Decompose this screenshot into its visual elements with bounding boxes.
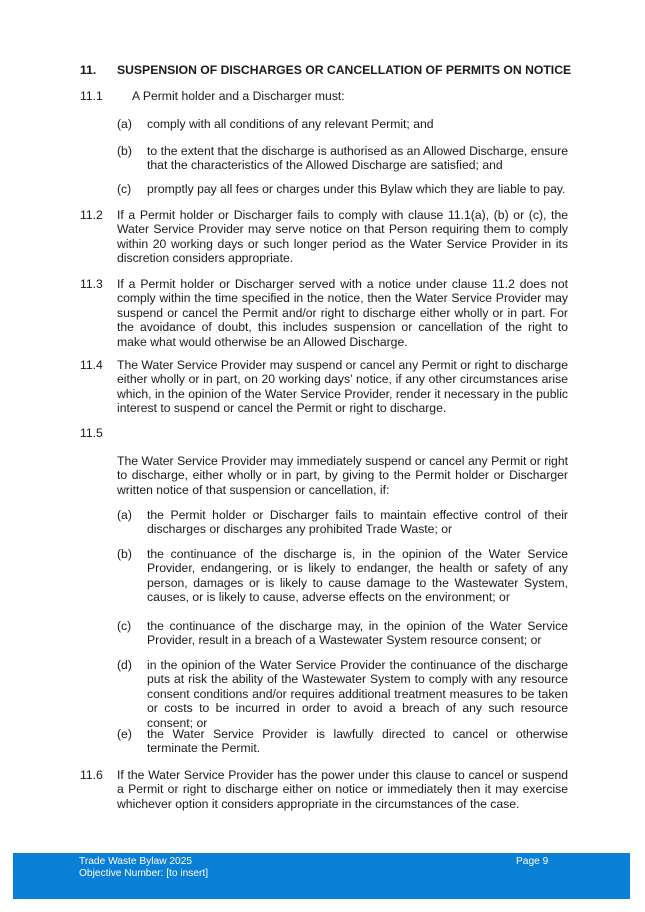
item-label: (b) [117, 144, 132, 158]
clause-11-3 [80, 277, 568, 349]
clause-number: 11.3 [80, 277, 103, 291]
item-label: (c) [117, 619, 132, 633]
clause-11-4 [80, 358, 568, 416]
item-text: in the opinion of the Water Service Provider the continuance of the discharge puts at risk the ability of the Wastewater System to comply with any resource consent conditions and/or requires additional treatment measures to be taken or costs to be incurred in order to avoid a breach of any such resource consent; or [147, 658, 568, 730]
clause-number: 11.5 [80, 426, 103, 440]
item-label: (c) [117, 182, 132, 196]
clause-11-1 [80, 89, 568, 103]
item-label: (e) [117, 727, 132, 741]
clause-11-5-text: The Water Service Provider may immediately suspend or cancel any Permit or right to discharge, either wholly or in part, by giving to the Permit holder or Discharger written notice of that suspension or cancellation, if: [117, 454, 568, 497]
clause-text: The Water Service Provider may suspend or cancel any Permit or right to discharge either wholly or in part, on 20 working days’ notice, if any other circumstances arise which, in the opinion of the Water Service Provider, render it necessary in the public interest to suspend or cancel the Permit or right to discharge. [117, 358, 568, 416]
clause-text: If a Permit holder or Discharger served with a notice under clause 11.2 does not comply within the time specified in the notice, then the Water Service Provider may suspend or cancel the Permit and/or right to discharge either wholly or in part. For the avoidance of doubt, this includes suspension or cancellation of the right to make what would otherwise be an Allowed Discharge. [117, 277, 568, 349]
footer-doc-title: Trade Waste Bylaw 2025 [79, 856, 193, 867]
section-heading [80, 63, 580, 77]
item-label: (b) [117, 547, 132, 561]
clause-number: 11.1 [80, 89, 103, 103]
clause-11-2 [80, 208, 568, 266]
footer-page-number: Page 9 [516, 856, 549, 867]
clause-11-1-item-c [117, 182, 568, 196]
item-text: the Water Service Provider is lawfully directed to cancel or otherwise terminate the Permit. [147, 727, 568, 756]
clause-11-5-item-b [117, 547, 568, 605]
item-text: the continuance of the discharge is, in the opinion of the Water Service Provider, endangering, or is likely to endanger, the health or safety of any person, damages or is likely to cause damage to the Wastewater System, causes, or is likely to cause, adverse effects on the environment; or [147, 547, 568, 605]
clause-11-1-item-b [117, 144, 568, 173]
clause-text: A Permit holder and a Discharger must: [132, 89, 345, 103]
item-label: (a) [117, 117, 132, 131]
section-title: SUSPENSION OF DISCHARGES OR CANCELLATION OF PERMITS ON NOTICE [117, 63, 572, 77]
clause-11-6 [80, 768, 568, 811]
clause-text: If a Permit holder or Discharger fails to comply with clause 11.1(a), (b) or (c), the Water Service Provider may serve notice on that Person requiring them to comply within 20 working days or such longer period as the Water Service Provider in its discretion considers appropriate. [117, 208, 568, 266]
clause-11-5-item-d [117, 658, 568, 730]
clause-number: 11.6 [80, 768, 103, 782]
clause-11-5-item-a [117, 508, 568, 537]
clause-11-5-item-c [117, 619, 568, 648]
section-number: 11. [80, 63, 97, 77]
item-label: (d) [117, 658, 132, 672]
clause-11-5-item-e [117, 727, 568, 756]
clause-number: 11.2 [80, 208, 103, 222]
clause-text: If the Water Service Provider has the power under this clause to cancel or suspend a Permit or right to discharge either on notice or immediately then it may exercise whichever option it considers appropriate in the circumstances of the case. [117, 768, 568, 811]
item-text: the continuance of the discharge may, in the opinion of the Water Service Provider, result in a breach of a Wastewater System resource consent; or [147, 619, 568, 648]
page-footer [13, 853, 630, 899]
clause-number: 11.4 [80, 358, 103, 372]
item-text: comply with all conditions of any relevant Permit; and [147, 117, 434, 131]
item-text: promptly pay all fees or charges under this Bylaw which they are liable to pay. [147, 182, 566, 196]
item-text: to the extent that the discharge is authorised as an Allowed Discharge, ensure that the characteristics of the Allowed Discharge are satisfied; and [147, 144, 568, 173]
item-text: the Permit holder or Discharger fails to maintain effective control of their discharges or discharges any prohibited Trade Waste; or [147, 508, 568, 537]
item-label: (a) [117, 508, 132, 522]
clause-11-1-item-a [117, 117, 568, 131]
footer-objective-number: Objective Number: [to insert] [79, 868, 209, 879]
